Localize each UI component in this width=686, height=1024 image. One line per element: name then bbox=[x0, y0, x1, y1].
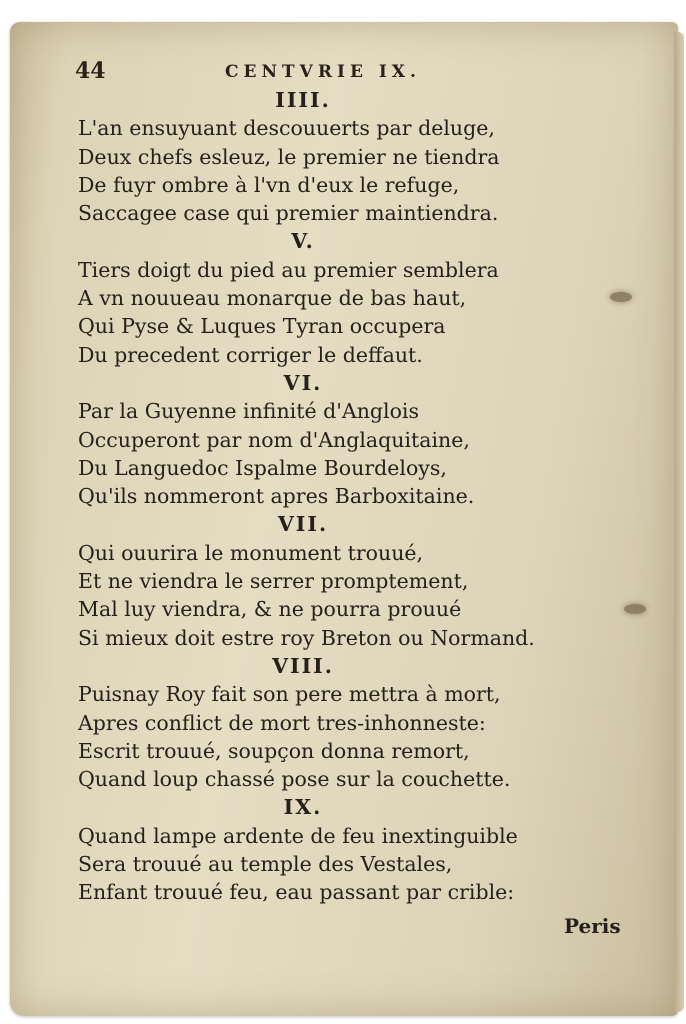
verse-line: A vn nouueau monarque de bas haut, bbox=[78, 286, 467, 311]
verse-line: Quand loup chassé pose sur la couchette. bbox=[78, 767, 511, 792]
verse-line: Enfant trouué feu, eau passant par crible: bbox=[78, 880, 515, 905]
verse-line: Occuperont par nom d'Anglaquitaine, bbox=[78, 427, 470, 452]
quatrain bbox=[78, 86, 598, 227]
verse-line: Du Languedoc Ispalme Bourdeloys, bbox=[78, 455, 447, 480]
page-header bbox=[75, 58, 495, 84]
page-number: 44 bbox=[75, 58, 106, 84]
verse-line: Deux chefs esleuz, le premier ne tiendra bbox=[78, 144, 500, 169]
quatrain bbox=[78, 510, 598, 651]
verse-line: Si mieux doit estre roy Breton ou Normand. bbox=[78, 625, 535, 650]
running-title: CENTVRIE IX. bbox=[225, 62, 421, 82]
verse-line: Puisnay Roy fait son pere mettra à mort, bbox=[78, 682, 501, 707]
quatrain-number: IX. bbox=[283, 795, 323, 820]
verse-line: Qui Pyse & Luques Tyran occupera bbox=[78, 314, 446, 339]
quatrain-number: IIII. bbox=[275, 88, 331, 112]
verse-line: Apres conflict de mort tres-inhonneste: bbox=[78, 710, 486, 735]
verse-line: Qu'ils nommeront apres Barboxitaine. bbox=[78, 484, 475, 509]
verse-line: Par la Guyenne infinité d'Anglois bbox=[78, 399, 419, 424]
quatrain bbox=[78, 652, 598, 793]
verse-line: Quand lampe ardente de feu inextinguible bbox=[78, 823, 518, 848]
verse-line: Sera trouué au temple des Vestales, bbox=[78, 852, 453, 877]
quatrain bbox=[78, 227, 598, 368]
quatrain-number: VII. bbox=[277, 512, 329, 537]
quatrain-number: VIII. bbox=[272, 653, 334, 678]
quatrain-number: V. bbox=[291, 229, 315, 254]
paper-damage-hole bbox=[610, 292, 632, 302]
page-text bbox=[78, 86, 598, 907]
catchword: Peris bbox=[564, 914, 621, 938]
quatrain bbox=[78, 369, 598, 510]
verse-line: De fuyr ombre à l'vn d'eux le refuge, bbox=[78, 172, 460, 197]
verse-line: Escrit trouué, soupçon donna remort, bbox=[78, 738, 470, 763]
verse-line: Saccagee case qui premier maintiendra. bbox=[78, 201, 499, 226]
verse-line: Qui ouurira le monument trouué, bbox=[78, 540, 424, 565]
quatrain-number: VI. bbox=[283, 370, 323, 395]
verse-line: Mal luy viendra, & ne pourra prouué bbox=[78, 597, 462, 622]
verse-line: Tiers doigt du pied au premier semblera bbox=[78, 257, 499, 282]
quatrain bbox=[78, 793, 598, 906]
verse-line: L'an ensuyuant descouuerts par deluge, bbox=[78, 116, 495, 141]
verse-line: Et ne viendra le serrer promptement, bbox=[78, 569, 469, 594]
paper-damage-hole bbox=[624, 604, 646, 614]
verse-line: Du precedent corriger le deffaut. bbox=[78, 342, 423, 367]
